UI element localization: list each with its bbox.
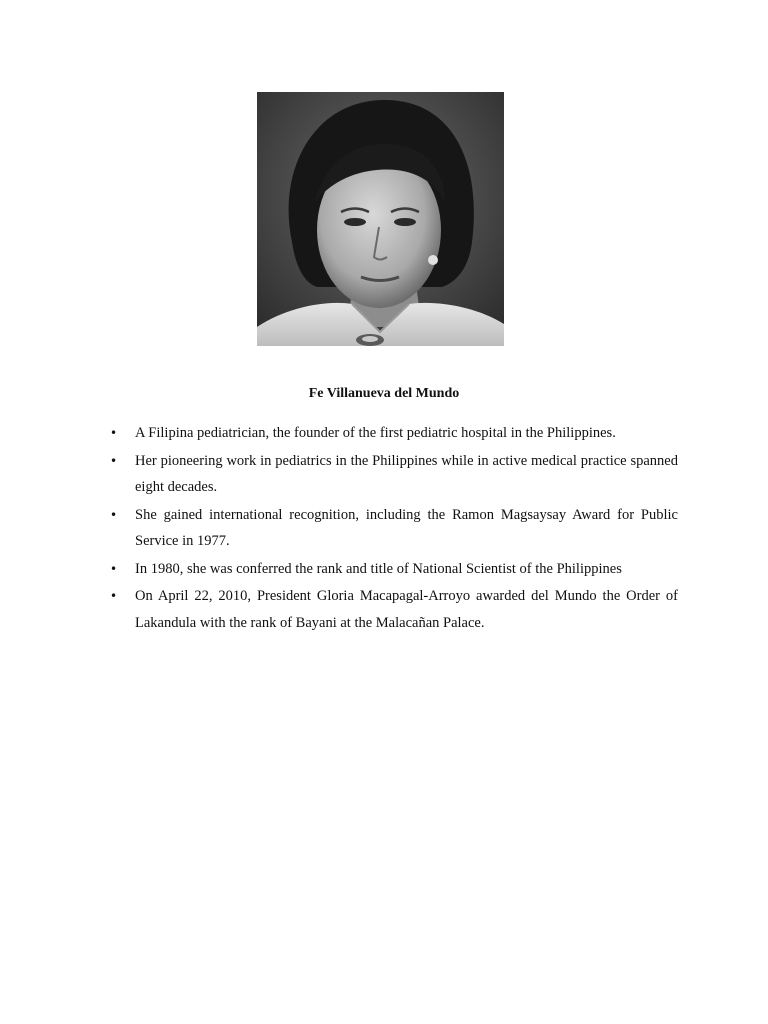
bullet-icon: • [110, 589, 118, 603]
list-item [110, 556, 678, 583]
bullet-icon: • [110, 453, 118, 468]
list-item [110, 448, 678, 501]
bullet-text: Her pioneering work in pediatrics in the Philippines while in active medical practice spanned eight decades. [135, 452, 678, 495]
bullet-text: She gained international recognition, including the Ramon Magsaysay Award for Public Service in 1977. [135, 506, 678, 549]
bullet-icon: • [110, 561, 118, 576]
bullet-list [110, 420, 678, 637]
document-title: Fe Villanueva del Mundo [308, 386, 460, 401]
bullet-text: In 1980, she was conferred the rank and title of National Scientist of the Philippines [135, 560, 622, 577]
bullet-text: On April 22, 2010, President Gloria Macapagal-Arroyo awarded del Mundo the Order of Lakandula with the rank of Bayani at the Malacañan Palace. [135, 588, 678, 631]
bullet-icon: • [110, 426, 118, 440]
bullet-text: A Filipina pediatrician, the founder of the first pediatric hospital in the Philippines. [135, 425, 616, 441]
list-item [110, 420, 678, 447]
portrait-photo [257, 92, 504, 346]
bullet-icon: • [110, 507, 118, 522]
list-item [110, 502, 678, 555]
list-item [110, 583, 678, 636]
